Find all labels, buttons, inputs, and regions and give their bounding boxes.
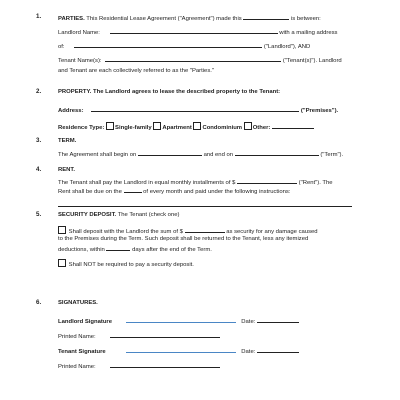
tenant-signature-field[interactable] [126, 346, 236, 353]
section-heading: RENT. [58, 167, 76, 173]
deposit-opt1-b: as security for any damage caused [226, 229, 318, 235]
tenant-date-label: Date: [241, 349, 256, 355]
section-number: 2. [36, 88, 42, 95]
property-intro: The Landlord agrees to lease the described property to the Tenant: [93, 89, 281, 95]
section-number: 6. [36, 299, 42, 306]
between-text: is between: [291, 16, 321, 22]
type-label: Apartment [162, 125, 192, 131]
tenant-printed-name-label: Printed Name: [58, 364, 96, 370]
checkbox-condominium[interactable] [193, 122, 201, 130]
checkbox-single-family[interactable] [106, 122, 114, 130]
checkbox-apartment[interactable] [153, 122, 161, 130]
checkbox-other[interactable] [244, 122, 252, 130]
landlord-name-field[interactable] [110, 27, 278, 34]
section-heading: PROPERTY. [58, 89, 92, 95]
type-label: Single-family [115, 125, 152, 131]
rent-line2b: of every month and paid under the following instructions: [143, 189, 291, 195]
checkbox-no-deposit[interactable] [58, 259, 66, 267]
section-heading: SECURITY DEPOSIT. [58, 212, 117, 218]
section-heading: SIGNATURES. [58, 300, 98, 306]
of-label: of: [58, 44, 65, 50]
checkbox-deposit-required[interactable] [58, 226, 66, 234]
term-begin-text: The Agreement shall begin on [58, 152, 137, 158]
section-number: 5. [36, 211, 42, 218]
deposit-amount-field[interactable] [185, 226, 225, 233]
landlord-printed-name-field[interactable] [110, 331, 220, 338]
premises-tag: ("Premises"). [300, 108, 339, 114]
deposit-return-days-field[interactable] [106, 244, 130, 251]
tenant-tag: ("Tenant(s)"). Landlord [282, 58, 342, 64]
rent-line1: The Tenant shall pay the Landlord in equal monthly installments of $ [58, 180, 236, 186]
tenant-names-label: Tenant Name(s): [58, 58, 102, 64]
parties-intro: This Residential Lease Agreement ("Agreement") made this [86, 16, 242, 22]
collective-text: and Tenant are each collectively referred to as the "Parties." [58, 68, 215, 74]
other-type-field[interactable] [272, 122, 314, 129]
deposit-opt1-d: deductions, within [58, 247, 105, 253]
address-field[interactable] [91, 105, 299, 112]
tenant-names-field[interactable] [105, 55, 281, 62]
term-start-field[interactable] [138, 149, 202, 156]
section-number: 4. [36, 166, 42, 173]
section-number: 3. [36, 137, 42, 144]
type-label: Other: [252, 125, 271, 131]
address-label: Address: [58, 108, 84, 114]
landlord-signature-field[interactable] [126, 316, 236, 323]
payment-instructions-field[interactable] [58, 200, 352, 207]
landlord-address-field[interactable] [74, 41, 262, 48]
mailing-address-text: with a mailing address [279, 30, 338, 36]
deposit-opt1-a: Shall deposit with the Landlord the sum of $ [68, 229, 183, 235]
landlord-tag: ("Landlord"), AND [263, 44, 311, 50]
landlord-date-label: Date: [241, 319, 256, 325]
term-end-field[interactable] [235, 149, 319, 156]
deposit-opt1-c: to the Premises during the Term. Such deposit shall be returned to the Tenant, less any itemized [58, 236, 309, 242]
rent-line2a: Rent shall be due on the [58, 189, 122, 195]
check-one-text: The Tenant (check one) [117, 212, 180, 218]
term-tag: ("Term"). [320, 152, 344, 158]
section-heading: PARTIES. [58, 16, 85, 22]
rent-tag: ("Rent"). The [298, 180, 333, 186]
deposit-opt2: Shall NOT be required to pay a security deposit. [68, 262, 194, 268]
landlord-date-field[interactable] [257, 316, 299, 323]
type-label: Condominium [202, 125, 243, 131]
residence-type-label: Residence Type: [58, 125, 105, 131]
tenant-printed-name-field[interactable] [110, 361, 220, 368]
tenant-signature-label: Tenant Signature [58, 349, 106, 355]
landlord-signature-label: Landlord Signature [58, 319, 112, 325]
section-number: 1. [36, 13, 42, 20]
rent-amount-field[interactable] [237, 177, 297, 184]
section-heading: TERM. [58, 138, 77, 144]
deposit-opt1-e: days after the end of the Term. [132, 247, 212, 253]
term-end-text: and end on [203, 152, 234, 158]
agreement-date-field[interactable] [243, 13, 289, 20]
landlord-printed-name-label: Printed Name: [58, 334, 96, 340]
rent-due-day-field[interactable] [124, 186, 142, 193]
tenant-date-field[interactable] [257, 346, 299, 353]
landlord-name-label: Landlord Name: [58, 30, 100, 36]
